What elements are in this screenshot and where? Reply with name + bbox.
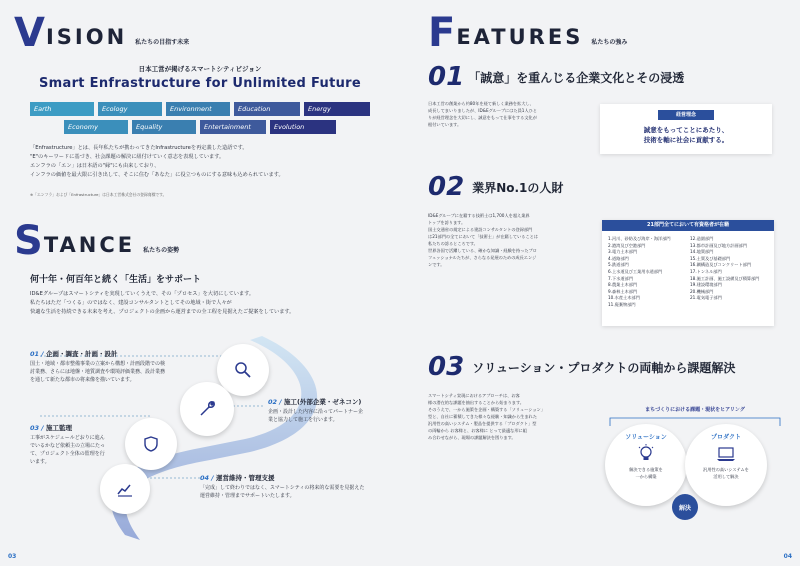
stance-item-2: 02 / 施工(外部企業・ゼネコン) 企画・設計した内容に沿ってパートナー企 業と協力して施工を行います。 [268,398,364,423]
feature-1-body: 日本工営の創業から約80年を経て新しく業務を拡大し、 成長してまいりましたが、ID&Eグループにはた員1人ひと りが経営理念を大切にし、誠意をもって仕事をする文化が 根付いています。 [428,101,538,127]
vision-headline: Smart Enfrastructure for Unlimited Future [39,76,361,91]
features-heading [428,10,627,56]
vision-subtitle: 私たちの目指す未来 [135,39,190,46]
stance-subtitle: 私たちの姿勢 [143,247,180,254]
stance-icon-build [180,382,234,436]
stance-cap-letter: S [14,218,43,264]
feature-3-number: 03 [428,352,465,382]
feature-1-card [600,104,772,154]
wrench-icon [197,399,217,419]
shield-icon [141,434,161,454]
tag-environment: Environment [166,102,230,116]
hearing-bracket [600,414,790,428]
stance-icon-supervise [125,418,177,470]
feature-2-title: 業界No.1の人財 [472,180,564,195]
stance-icon-operate [100,464,150,514]
features-title: EATURES [456,25,584,49]
magnifier-icon [233,360,253,380]
feature-1-heading [428,62,684,92]
feature-3-heading [428,352,735,382]
solve-badge: 解決 [672,494,698,520]
page-number-right: 04 [783,553,792,560]
feature-2-number: 02 [428,172,465,202]
feature-2-card [602,220,774,326]
lightbulb-icon [637,444,655,464]
feature-1-title: 「誠意」を重んじる企業文化とその浸透 [468,70,685,85]
solution-circle: ソリューション 解決できる施策を 一から構築 [605,424,687,506]
product-circle: プロダクト 汎用性の高いシステムを 活用して解決 [685,424,767,506]
stance-item-3: 03 / 施工監理 工事がスケジュールどおりに進ん でいるかなど依頼主の立場にたっ て、プロジェクト全体の監理を行 います。 [30,424,106,465]
dept-list-col2: 12.造園部門 13.都市計画及び地方計画部門 14.地質部門 15.土質及び基礎部門 16.鋼構造及びコンクリート部門 17.トンネル部門 18.施工計画、施工設備及び積算部門 19.建設環境部門 20.機械部門 21.電気電子部門 [690,236,760,301]
hearing-title: まちづくりにおける課題・現状をヒアリング [645,407,745,413]
solution-title: ソリューション [625,434,667,441]
laptop-icon [716,444,736,464]
stance-item-1: 01 / 企画・調査・計画・設計 国土・地域・都市整備事業の立案から構想・計画段階での検 討業務、さらには地盤・地質調査や環境評価業務、設計業務 を通して新たな都市の将来像を描いています。 [30,350,166,383]
tag-entertainment: Entertainment [200,120,266,134]
stance-body: ID&Eグループはスマートシティを実現していくうえで、その「プロセス」を大切にしています。 私たちはただ「つくる」のではなく、建設コンサルタントとしてその地域・街で人々が 快適な生活を持続できる未来を考え、プロジェクトの企画から運営までの全工程を見据えたご提案をしています。 [30,291,295,315]
page-number-left: 03 [8,553,17,560]
stance-headline: 何十年・何百年と続く「生活」をサポート [30,275,202,285]
vision-note: ※「エンフラ」および「Enfrastructure」は日本工営株式会社の登録商標です。 [30,192,167,197]
stance-item-4: 04 / 運営維持・管理支援 「完成」して終わりではなく、スマートシティの将来的な需要を見据えた 運営維持・管理までサポートいたします。 [200,474,365,499]
features-subtitle: 私たちの強み [591,39,628,46]
right-page [400,0,800,566]
vision-tagline: 日本工営が掲げるスマートシティビジョン [138,65,262,73]
features-cap-letter: F [428,10,456,56]
chart-icon [115,479,135,499]
stance-heading [14,218,179,264]
tag-ecology: Ecology [98,102,162,116]
feature-1-number: 01 [428,62,465,92]
dept-card-title: 21部門全てにおいて有資格者が在籍 [602,220,774,231]
tag-education: Education [234,102,300,116]
philosophy-label: 経営理念 [658,110,714,120]
philosophy-text: 誠意をもってことにあたり、 技術を軸に社会に貢献する。 [643,126,729,144]
feature-2-heading [428,172,563,202]
feature-2-body: ID&Eグループに在籍する技術士は1,700人を超え業界 トップを誇ります。 国土交通省の規定による建設コンサルタントの登録部門 は21部門の全てにおいて「技術士」が在籍していることは 私たちの誇るところです。 世界各国で活躍している、確かな知識・経験を持ったプロ フェッショナルたちが、さらなる発展のための成長エンジ ンです。 [428,213,539,267]
dept-list-col1: 1.河川、砂防及び海岸・海洋部門 2.港湾及び空港部門 3.電力土木部門 4.道路部門 5.鉄道部門 6.上水道及び工業用水道部門 7.下水道部門 8.農業土木部門 9.森林土木部門 10.水産土木部門 11.廃棄物部門 [608,236,671,307]
vision-heading [14,10,189,56]
stance-title: TANCE [43,233,136,257]
vision-cap-letter: V [14,10,45,56]
feature-3-body: スマートシティ実現におけるアプローチは、お客 様の潜在的な課題を抽出することから始まります。 そのうえで、一から施策を企画・構築する「ソリューション」 型と、自社に蓄積してきた様々な経験・知識から生まれた 汎用性の高いシステム・製品を提供する「プロダクト」型 の両輪から お客様と、お客様に とって最適な形に組 み合わせながら、現場の課題解決を図ります。 [428,393,545,440]
vision-title: ISION [45,25,128,49]
tag-evolution: Evolution [270,120,336,134]
tag-earth: Earth [30,102,94,116]
product-title: プロダクト [710,434,741,441]
vision-body: 「Enfrastructure」とは、長年私たちが携わってきたInfrastructureを再定義した造語です。 "E"のキーワードに基づき、社会課題の解決に紐付けていく意志を表現しています。 エンフラの「エン」は日本語の"縁"にも由来しており、 インフラの価値を最大限に引き出して、そこに住む「あなた」に役立つものにする意味も込められています。 [30,145,284,178]
tag-economy: Economy [64,120,128,134]
tag-equality: Equality [132,120,196,134]
tag-energy: Energy [304,102,370,116]
feature-3-title: ソリューション・プロダクトの両軸から課題解決 [472,360,736,375]
